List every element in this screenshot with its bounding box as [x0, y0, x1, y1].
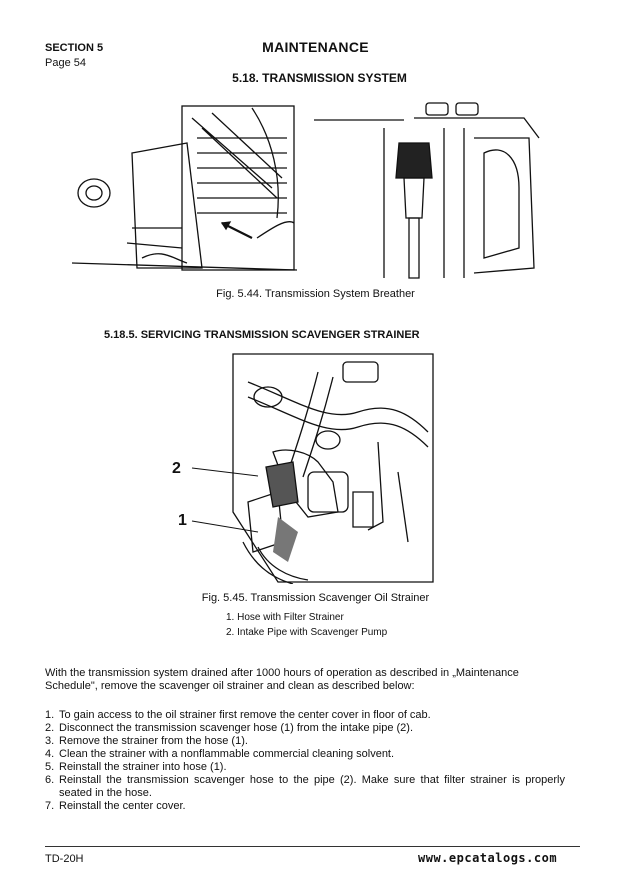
footer-model: TD-20H	[45, 853, 84, 865]
page-number: Page 54	[45, 57, 86, 69]
section-label: SECTION 5	[45, 42, 104, 54]
callout-2: 2	[172, 460, 181, 477]
step-text: Reinstall the strainer into hose (1).	[59, 761, 227, 773]
breather-illustration-right	[314, 98, 544, 280]
step-text: Clean the strainer with a nonflammable commercial cleaning solvent.	[59, 748, 395, 760]
legend-item-1: 1. Hose with Filter Strainer	[226, 612, 344, 623]
intro-paragraph: With the transmission system drained after 1000 hours of operation as described in „Maintenance Schedule", remove the scavenger oil strainer and clean as described below:	[45, 667, 519, 692]
page-title: MAINTENANCE	[262, 39, 369, 55]
footer-divider	[45, 846, 580, 847]
procedure-steps	[45, 709, 565, 813]
step-item	[45, 722, 565, 735]
step-number: 5.	[45, 761, 55, 773]
step-number: 4.	[45, 748, 55, 760]
step-item	[45, 774, 565, 800]
legend-item-2: 2. Intake Pipe with Scavenger Pump	[226, 627, 388, 638]
step-text: Reinstall the transmission scavenger hose to the pipe (2). Make sure that filter strainer is properly seated in the hose.	[59, 774, 565, 799]
step-number: 2.	[45, 722, 55, 734]
step-item	[45, 709, 565, 722]
figure-caption-5-45: Fig. 5.45. Transmission Scavenger Oil Strainer	[201, 592, 430, 604]
footer-watermark: www.epcatalogs.com	[418, 851, 558, 865]
callout-1: 1	[178, 512, 187, 529]
step-item	[45, 748, 565, 761]
step-text: Reinstall the center cover.	[59, 800, 186, 812]
section-subtitle: 5.18. TRANSMISSION SYSTEM	[232, 71, 407, 85]
subsection-heading: 5.18.5. SERVICING TRANSMISSION SCAVENGER STRAINER	[104, 329, 420, 341]
step-item	[45, 761, 565, 774]
step-text: Disconnect the transmission scavenger hose (1) from the intake pipe (2).	[59, 722, 413, 734]
step-text: Remove the strainer from the hose (1).	[59, 735, 248, 747]
step-number: 1.	[45, 709, 55, 721]
breather-illustration-left	[72, 98, 297, 278]
figure-caption-5-44: Fig. 5.44. Transmission System Breather	[216, 288, 415, 300]
step-number: 3.	[45, 735, 55, 747]
step-item	[45, 735, 565, 748]
step-number: 6.	[45, 774, 55, 786]
step-number: 7.	[45, 800, 55, 812]
scavenger-strainer-illustration	[178, 352, 436, 584]
step-text: To gain access to the oil strainer first remove the center cover in floor of cab.	[59, 709, 431, 721]
step-item	[45, 800, 565, 813]
